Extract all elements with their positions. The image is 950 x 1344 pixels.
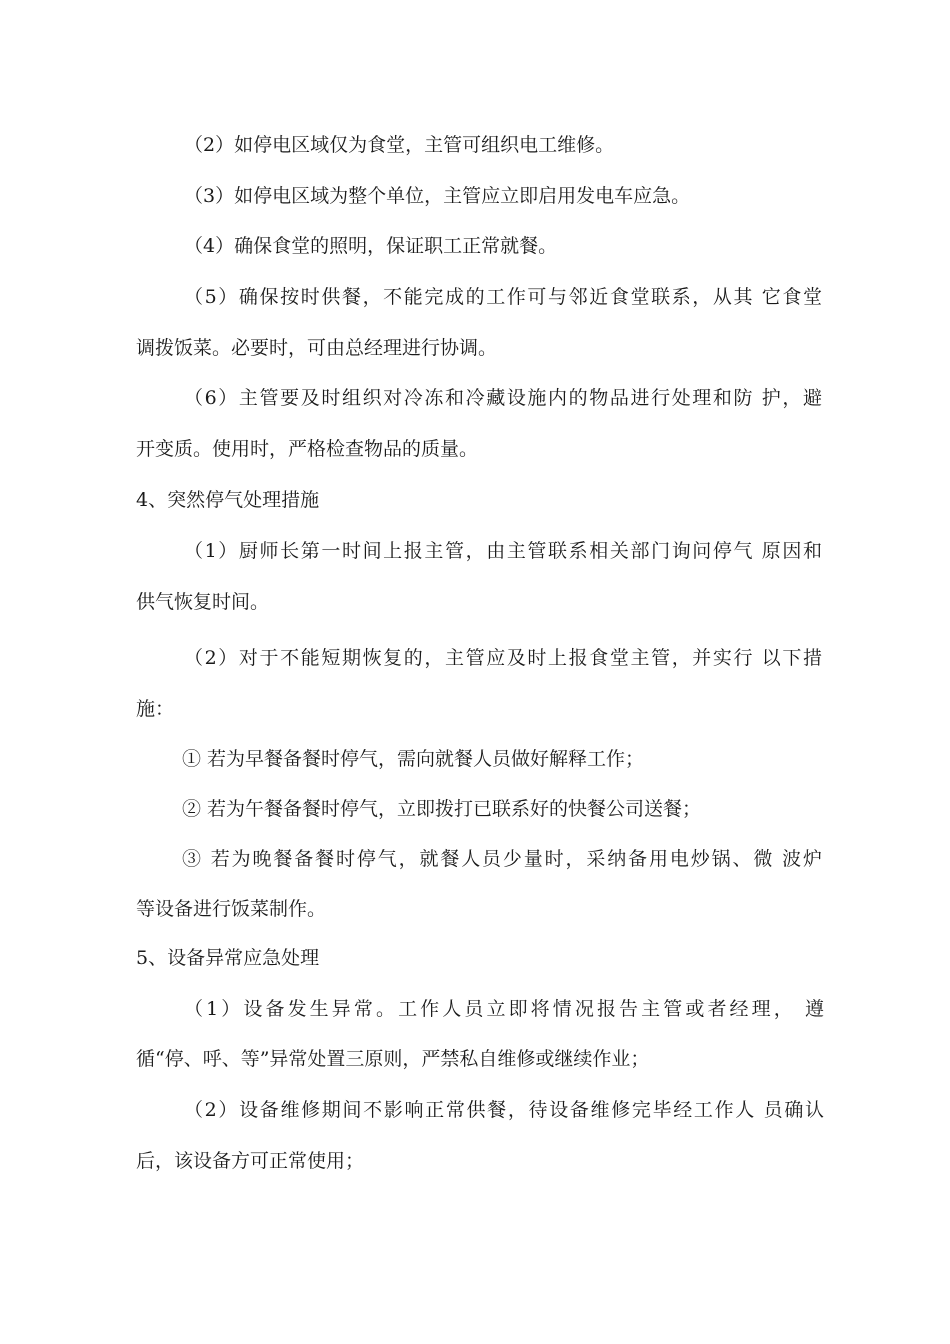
text-line: 后，该设备方可正常使用； [136,1150,365,1172]
text-line: 开变质。使用时，严格检查物品的质量。 [136,438,479,460]
text-line: （2）对于不能短期恢复的，主管应及时上报食堂主管，并实行 以下措 [184,647,822,669]
paragraph-line [0,646,950,670]
text-line: （1）厨师长第一时间上报主管，由主管联系相关部门询问停气 原因和 [184,540,822,562]
text-line: ③ 若为晚餐备餐时停气，就餐人员少量时，采纳备用电炒锅、微 波炉 [182,848,822,870]
text-line: （5）确保按时供餐，不能完成的工作可与邻近食堂联系，从其 它食堂 [184,286,822,308]
heading-text: 4、突然停气处理措施 [136,489,320,511]
paragraph-line [0,1149,950,1173]
section-heading [0,946,950,970]
paragraph-line [0,386,950,410]
paragraph-line [0,1098,950,1122]
text-line: ① 若为早餐备餐时停气，需向就餐人员做好解释工作； [182,748,645,770]
list-item [0,797,950,821]
heading-text: 5、设备异常应急处理 [136,947,320,969]
text-line: （6）主管要及时组织对冷冻和冷藏设施内的物品进行处理和防 护，避 [184,387,822,409]
text-line: （1）设备发生异常。工作人员立即将情况报告主管或者经理， 遵 [184,998,824,1020]
list-item [0,847,950,871]
text-line: 调拨饭菜。必要时，可由总经理进行协调。 [136,337,498,359]
paragraph-line [0,184,950,208]
paragraph-line [0,1047,950,1071]
paragraph-line [0,234,950,258]
paragraph-line [0,437,950,461]
paragraph-line [0,697,950,721]
text-line: （3）如停电区域为整个单位，主管应立即启用发电车应急。 [184,185,691,207]
text-line: （4）确保食堂的照明，保证职工正常就餐。 [184,235,558,257]
paragraph-line [0,590,950,614]
text-line: 供气恢复时间。 [136,591,270,613]
text-line: 等设备进行饭菜制作。 [136,898,327,920]
paragraph-line [0,539,950,563]
text-line: （2）设备维修期间不影响正常供餐，待设备维修完毕经工作人 员确认 [184,1099,824,1121]
text-line: ② 若为午餐备餐时停气，立即拨打已联系好的快餐公司送餐； [182,798,702,820]
text-line: 施： [136,698,175,720]
paragraph-line [0,997,950,1021]
section-heading [0,488,950,512]
text-line: （2）如停电区域仅为食堂，主管可组织电工维修。 [184,134,615,156]
paragraph-line [0,336,950,360]
list-item [0,747,950,771]
paragraph-line [0,897,950,921]
paragraph-line [0,285,950,309]
paragraph-line [0,133,950,157]
text-line: 循“停、呼、等”异常处置三原则，严禁私自维修或继续作业； [136,1048,650,1070]
